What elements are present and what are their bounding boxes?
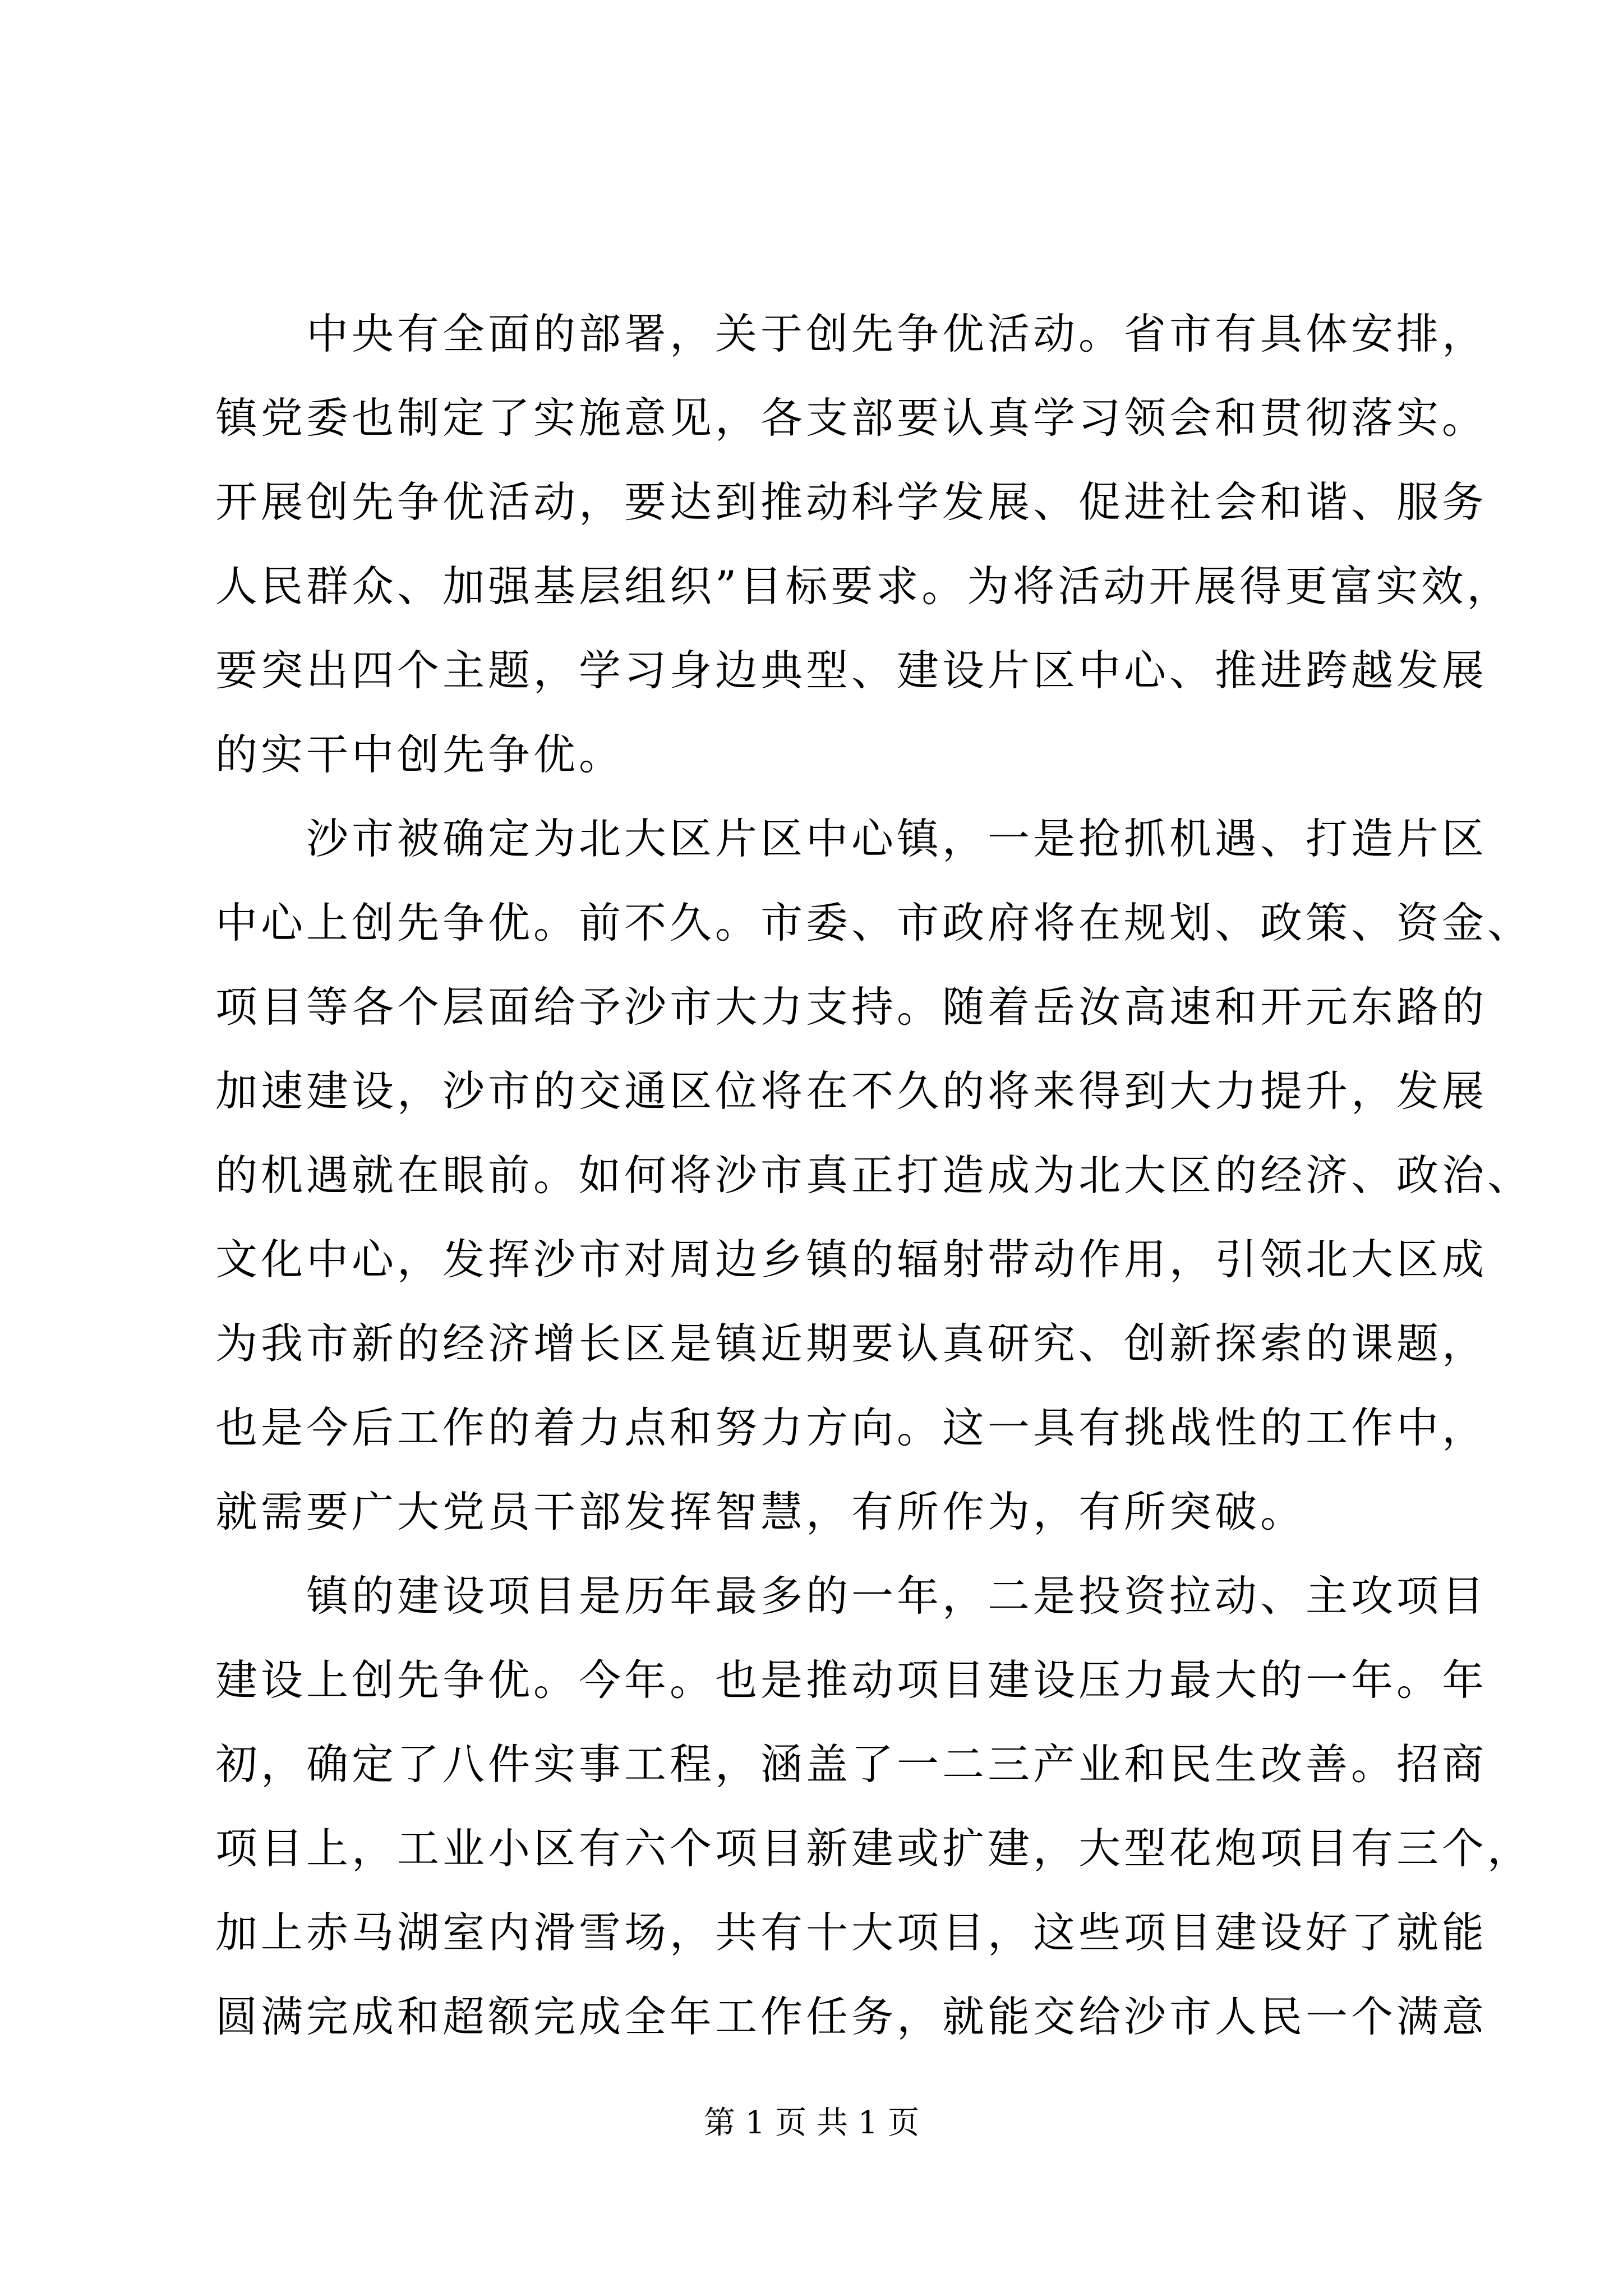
text-line: 要突出四个主题，学习身边典型、建设片区中心、推进跨越发展 (215, 646, 1488, 695)
text-line: 的机遇就在眼前。如何将沙市真正打造成为北大区的经济、政治、 (215, 1151, 1533, 1200)
text-line: 建设上创先争优。今年。也是推动项目建设压力最大的一年。年 (215, 1655, 1488, 1705)
text-line: 项目上，工业小区有六个项目新建或扩建，大型花炮项目有三个， (215, 1824, 1533, 1873)
text-line: 中央有全面的部署，关于创先争优活动。省市有具体安排， (215, 309, 1488, 358)
text-line: 圆满完成和超额完成全年工作任务，就能交给沙市人民一个满意 (215, 1992, 1488, 2041)
text-line: 镇党委也制定了实施意见，各支部要认真学习领会和贯彻落实。 (215, 393, 1488, 443)
text-line: 沙市被确定为北大区片区中心镇，一是抢抓机遇、打造片区 (215, 814, 1488, 863)
text-line: 中心上创先争优。前不久。市委、市政府将在规划、政策、资金、 (215, 898, 1533, 947)
text-line: 加速建设，沙市的交通区位将在不久的将来得到大力提升，发展 (215, 1066, 1488, 1116)
text-line: 也是今后工作的着力点和努力方向。这一具有挑战性的工作中， (215, 1403, 1488, 1452)
text-line: 开展创先争优活动，要达到推动科学发展、促进社会和谐、服务 (215, 477, 1488, 527)
text-line: 就需要广大党员干部发挥智慧，有所作为，有所突破。 (215, 1487, 1306, 1536)
text-line: 的实干中创先争优。 (215, 730, 625, 779)
page-footer (0, 2101, 1623, 2146)
text-line: 为我市新的经济增长区是镇近期要认真研究、创新探索的课题， (215, 1319, 1488, 1368)
text-line: 初，确定了八件实事工程，涵盖了一二三产业和民生改善。招商 (215, 1740, 1488, 1789)
text-line: 人民群众、加强基层组织”目标要求。为将活动开展得更富实效， (215, 562, 1513, 611)
text-line: 文化中心，发挥沙市对周边乡镇的辐射带动作用，引领北大区成 (215, 1235, 1488, 1284)
page-number-text: 第 1 页 共 1 页 (703, 2105, 920, 2141)
text-line: 项目等各个层面给予沙市大力支持。随着岳汝高速和开元东路的 (215, 982, 1488, 1032)
text-line: 加上赤马湖室内滑雪场，共有十大项目，这些项目建设好了就能 (215, 1908, 1488, 1957)
text-line: 镇的建设项目是历年最多的一年，二是投资拉动、主攻项目 (215, 1571, 1488, 1621)
